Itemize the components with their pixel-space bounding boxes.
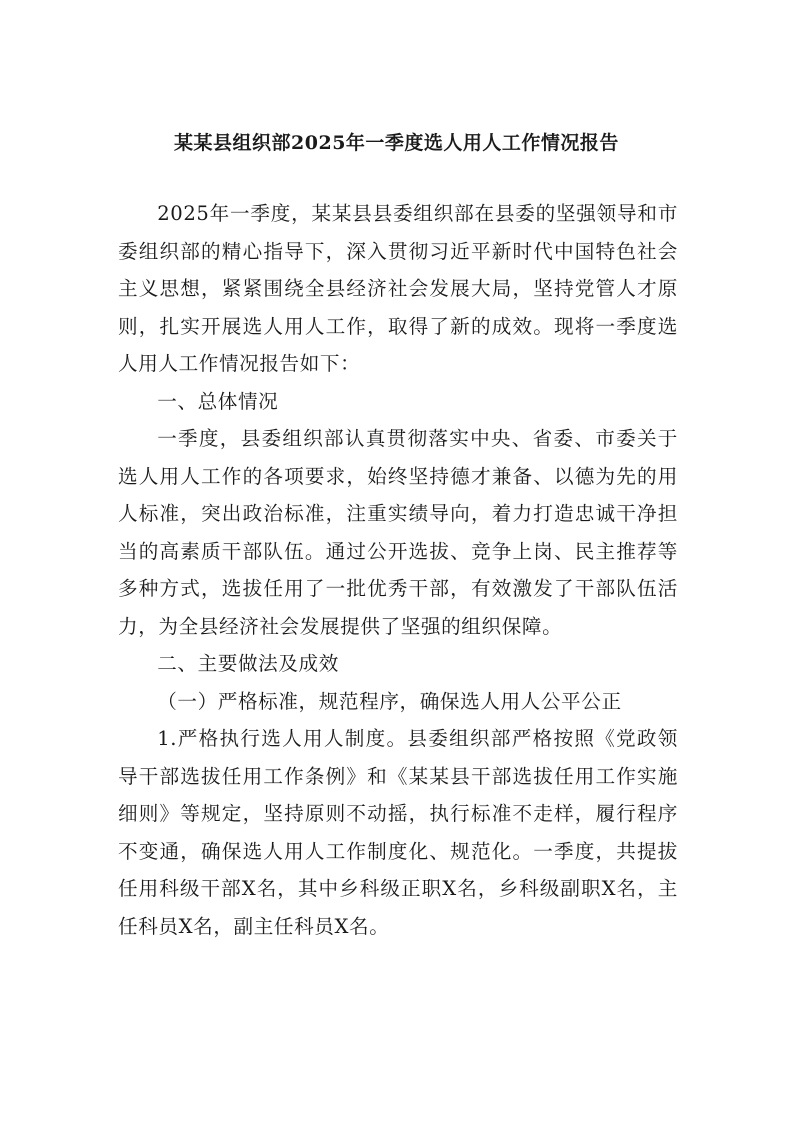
intro-paragraph: 2025年一季度，某某县县委组织部在县委的坚强领导和市委组织部的精心指导下，深入贯彻习近平新时代中国特色社会主义思想，紧紧围绕全县经济社会发展大局，坚持党管人才原则，扎实开展选人用人工作，取得了新的成效。现将一季度选人用人工作情况报告如下：: [118, 202, 678, 375]
document-title: 某某县组织部2025年一季度选人用人工作情况报告: [174, 132, 619, 154]
item-paragraph-1: 1.严格执行选人用人制度。县委组织部严格按照《党政领导干部选拔任用工作条例》和《某某县干部选拔任用工作实施细则》等规定，坚持原则不动摇，执行标准不走样，履行程序不变通，确保选人用人工作制度化、规范化。一季度，共提拔任用科级干部X名，其中乡科级正职X名，乡科级副职X名，主任科员X名，副主任科员X名。: [118, 727, 678, 938]
section-heading-overview: 一、总体情况: [157, 389, 279, 413]
section-heading-practices: 二、主要做法及成效: [157, 652, 339, 675]
subsection-heading-standards: （一）严格标准，规范程序，确保选人用人公平公正: [157, 689, 622, 713]
document-body: [118, 195, 678, 945]
overview-paragraph: 一季度，县委组织部认真贯彻落实中央、省委、市委关于选人用人工作的各项要求，始终坚持德才兼备、以德为先的用人标准，突出政治标准，注重实绩导向，着力打造忠诚干净担当的高素质干部队伍。通过公开选拔、竞争上岗、民主推荐等多种方式，选拔任用了一批优秀干部，有效激发了干部队伍活力，为全县经济社会发展提供了坚强的组织保障。: [118, 427, 678, 638]
